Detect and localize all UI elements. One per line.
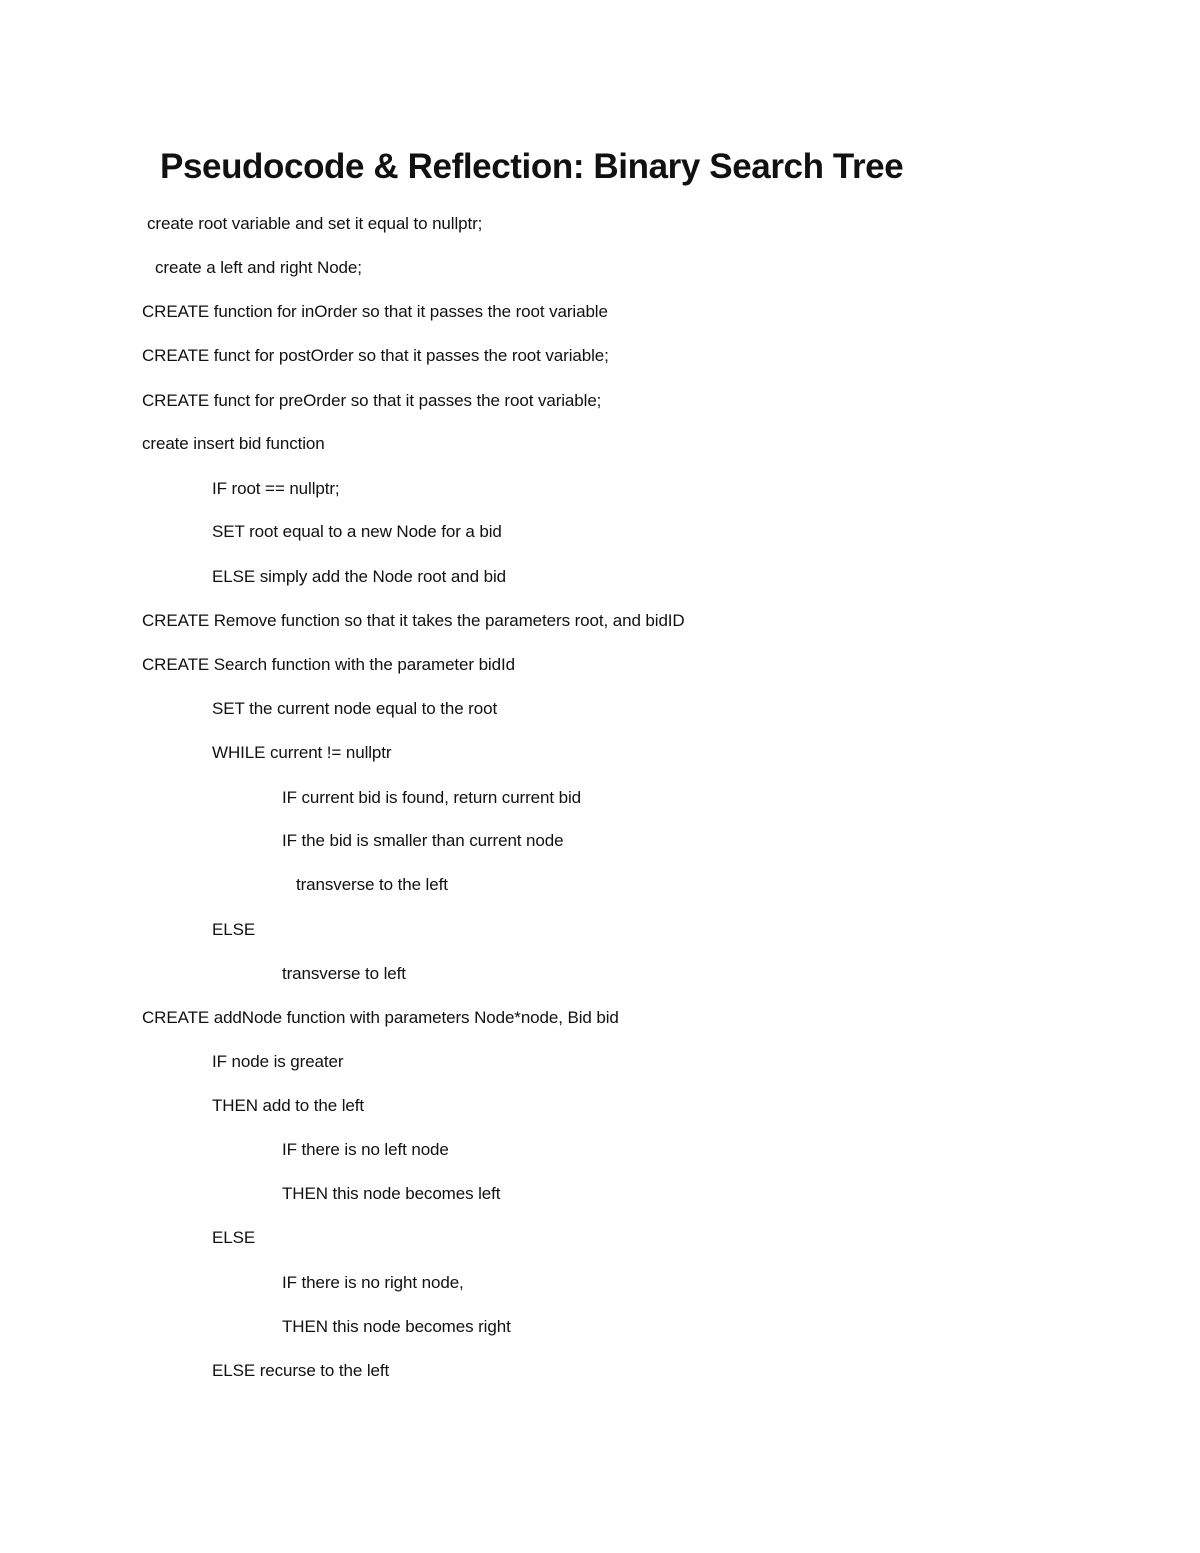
pseudocode-line: CREATE function for inOrder so that it passes the root variable [142, 302, 608, 321]
pseudocode-line: create insert bid function [142, 434, 325, 453]
pseudocode-line: ELSE simply add the Node root and bid [212, 567, 506, 586]
pseudocode-line: CREATE addNode function with parameters Node*node, Bid bid [142, 1008, 619, 1027]
pseudocode-line: CREATE Remove function so that it takes the parameters root, and bidID [142, 611, 685, 630]
pseudocode-line: IF there is no left node [282, 1140, 449, 1159]
pseudocode-line: ELSE recurse to the left [212, 1361, 390, 1380]
page-title: Pseudocode & Reflection: Binary Search Tree [160, 147, 904, 186]
pseudocode-line: CREATE funct for postOrder so that it passes the root variable; [142, 346, 609, 365]
pseudocode-line: CREATE Search function with the parameter bidId [142, 655, 515, 674]
pseudocode-line: THEN this node becomes left [282, 1184, 501, 1203]
pseudocode-line: IF the bid is smaller than current node [282, 831, 564, 850]
pseudocode-line: ELSE [212, 920, 256, 939]
pseudocode-line: transverse to left [282, 964, 406, 983]
pseudocode-line: create a left and right Node; [155, 258, 362, 277]
pseudocode-line: SET root equal to a new Node for a bid [212, 522, 502, 541]
pseudocode-line: create root variable and set it equal to nullptr; [147, 214, 483, 233]
pseudocode-line: transverse to the left [296, 875, 448, 894]
pseudocode-line: IF current bid is found, return current bid [282, 788, 582, 807]
pseudocode-line: IF there is no right node, [282, 1273, 464, 1292]
pseudocode-line: IF node is greater [212, 1052, 344, 1071]
pseudocode-line: CREATE funct for preOrder so that it passes the root variable; [142, 391, 602, 410]
pseudocode-line: THEN this node becomes right [282, 1317, 511, 1336]
pseudocode-line: WHILE current != nullptr [212, 743, 392, 762]
pseudocode-line: IF root == nullptr; [212, 479, 340, 498]
pseudocode-line: ELSE [212, 1228, 256, 1247]
pseudocode-line: SET the current node equal to the root [212, 699, 498, 718]
pseudocode-line: THEN add to the left [212, 1096, 365, 1115]
